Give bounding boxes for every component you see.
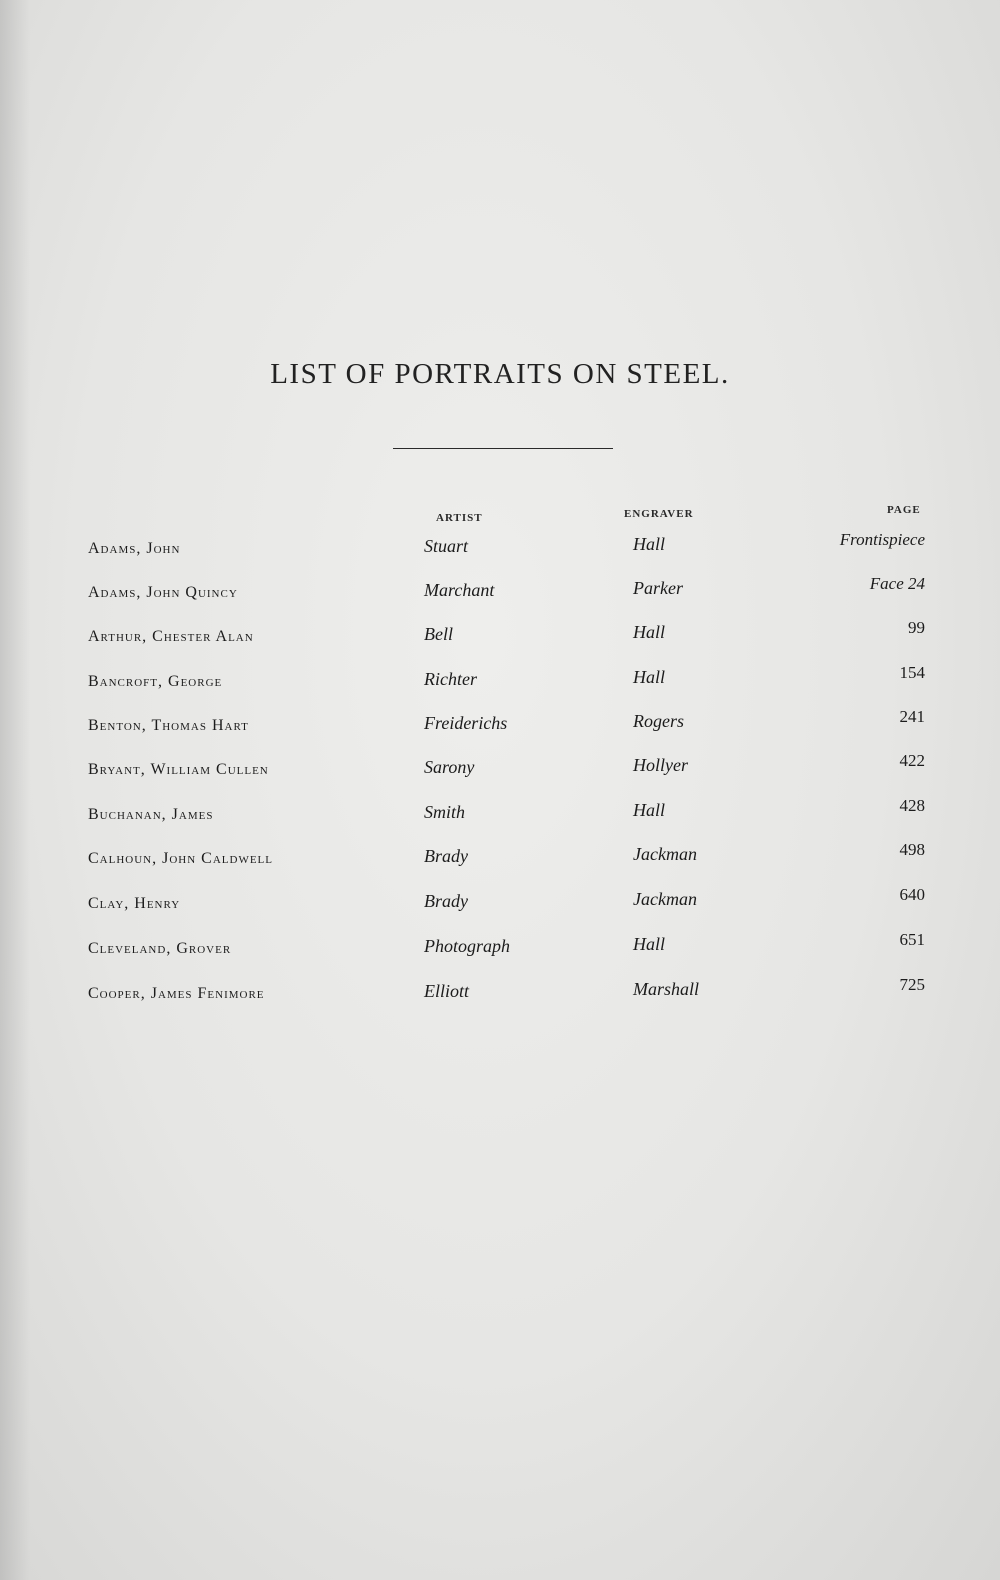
- portrait-engraver: Marshall: [633, 979, 700, 999]
- portrait-name: Cleveland, Grover: [88, 940, 232, 957]
- portrait-row: [0, 530, 1000, 570]
- portrait-artist: Elliott: [424, 981, 469, 1001]
- portrait-name: Benton, Thomas Hart: [88, 717, 249, 734]
- column-header-engraver: ENGRAVER: [624, 508, 694, 520]
- portrait-row: [0, 663, 1000, 703]
- portrait-artist: Brady: [424, 846, 468, 866]
- portrait-artist: Bell: [424, 624, 453, 644]
- portrait-page: 99: [908, 618, 925, 637]
- portrait-engraver: Hall: [633, 934, 666, 954]
- portrait-row: [0, 885, 1000, 925]
- portrait-name: Adams, John: [88, 540, 181, 557]
- column-header-artist: ARTIST: [436, 512, 483, 524]
- portrait-engraver: Rogers: [633, 711, 684, 731]
- portrait-page: 428: [899, 796, 925, 815]
- portrait-name: Calhoun, John Caldwell: [88, 850, 273, 867]
- portrait-engraver: Hall: [633, 667, 666, 687]
- portrait-page: 651: [899, 930, 925, 949]
- portrait-page: 498: [899, 840, 925, 859]
- portrait-row: [0, 840, 1000, 880]
- portrait-page: Face 24: [869, 574, 925, 593]
- portrait-page: 422: [899, 751, 925, 770]
- portrait-page: Frontispiece: [839, 530, 925, 549]
- portrait-row: [0, 707, 1000, 747]
- portrait-row: [0, 975, 1000, 1015]
- portrait-page: 640: [899, 885, 925, 904]
- portrait-page: 725: [899, 975, 925, 994]
- portrait-engraver: Hall: [633, 622, 666, 642]
- portrait-engraver: Parker: [633, 578, 683, 598]
- portrait-artist: Marchant: [424, 580, 495, 600]
- title-rule: [393, 448, 613, 449]
- portrait-engraver: Jackman: [633, 844, 697, 864]
- portrait-name: Arthur, Chester Alan: [88, 628, 254, 645]
- portrait-name: Adams, John Quincy: [88, 584, 238, 601]
- portrait-page: 241: [899, 707, 925, 726]
- portrait-row: [0, 796, 1000, 836]
- portrait-artist: Stuart: [424, 536, 469, 556]
- portrait-artist: Photograph: [424, 936, 511, 956]
- portrait-engraver: Hollyer: [633, 755, 688, 775]
- portrait-name: Cooper, James Fenimore: [88, 985, 265, 1002]
- portrait-engraver: Hall: [633, 800, 666, 820]
- portrait-row: [0, 930, 1000, 970]
- portrait-engraver: Hall: [633, 534, 666, 554]
- portrait-row: [0, 751, 1000, 791]
- portrait-name: Clay, Henry: [88, 895, 181, 912]
- page-title: LIST OF PORTRAITS ON STEEL.: [270, 358, 730, 390]
- portrait-artist: Freiderichs: [424, 713, 508, 733]
- portrait-artist: Richter: [424, 669, 477, 689]
- portrait-artist: Sarony: [424, 757, 475, 777]
- portrait-row: [0, 618, 1000, 658]
- portrait-name: Bryant, William Cullen: [88, 761, 269, 778]
- portrait-page: 154: [899, 663, 925, 682]
- portrait-name: Buchanan, James: [88, 806, 214, 823]
- portrait-artist: Brady: [424, 891, 468, 911]
- portrait-name: Bancroft, George: [88, 673, 223, 690]
- portrait-artist: Smith: [424, 802, 466, 822]
- column-header-page: PAGE: [887, 504, 921, 516]
- portrait-engraver: Jackman: [633, 889, 697, 909]
- portrait-row: [0, 574, 1000, 614]
